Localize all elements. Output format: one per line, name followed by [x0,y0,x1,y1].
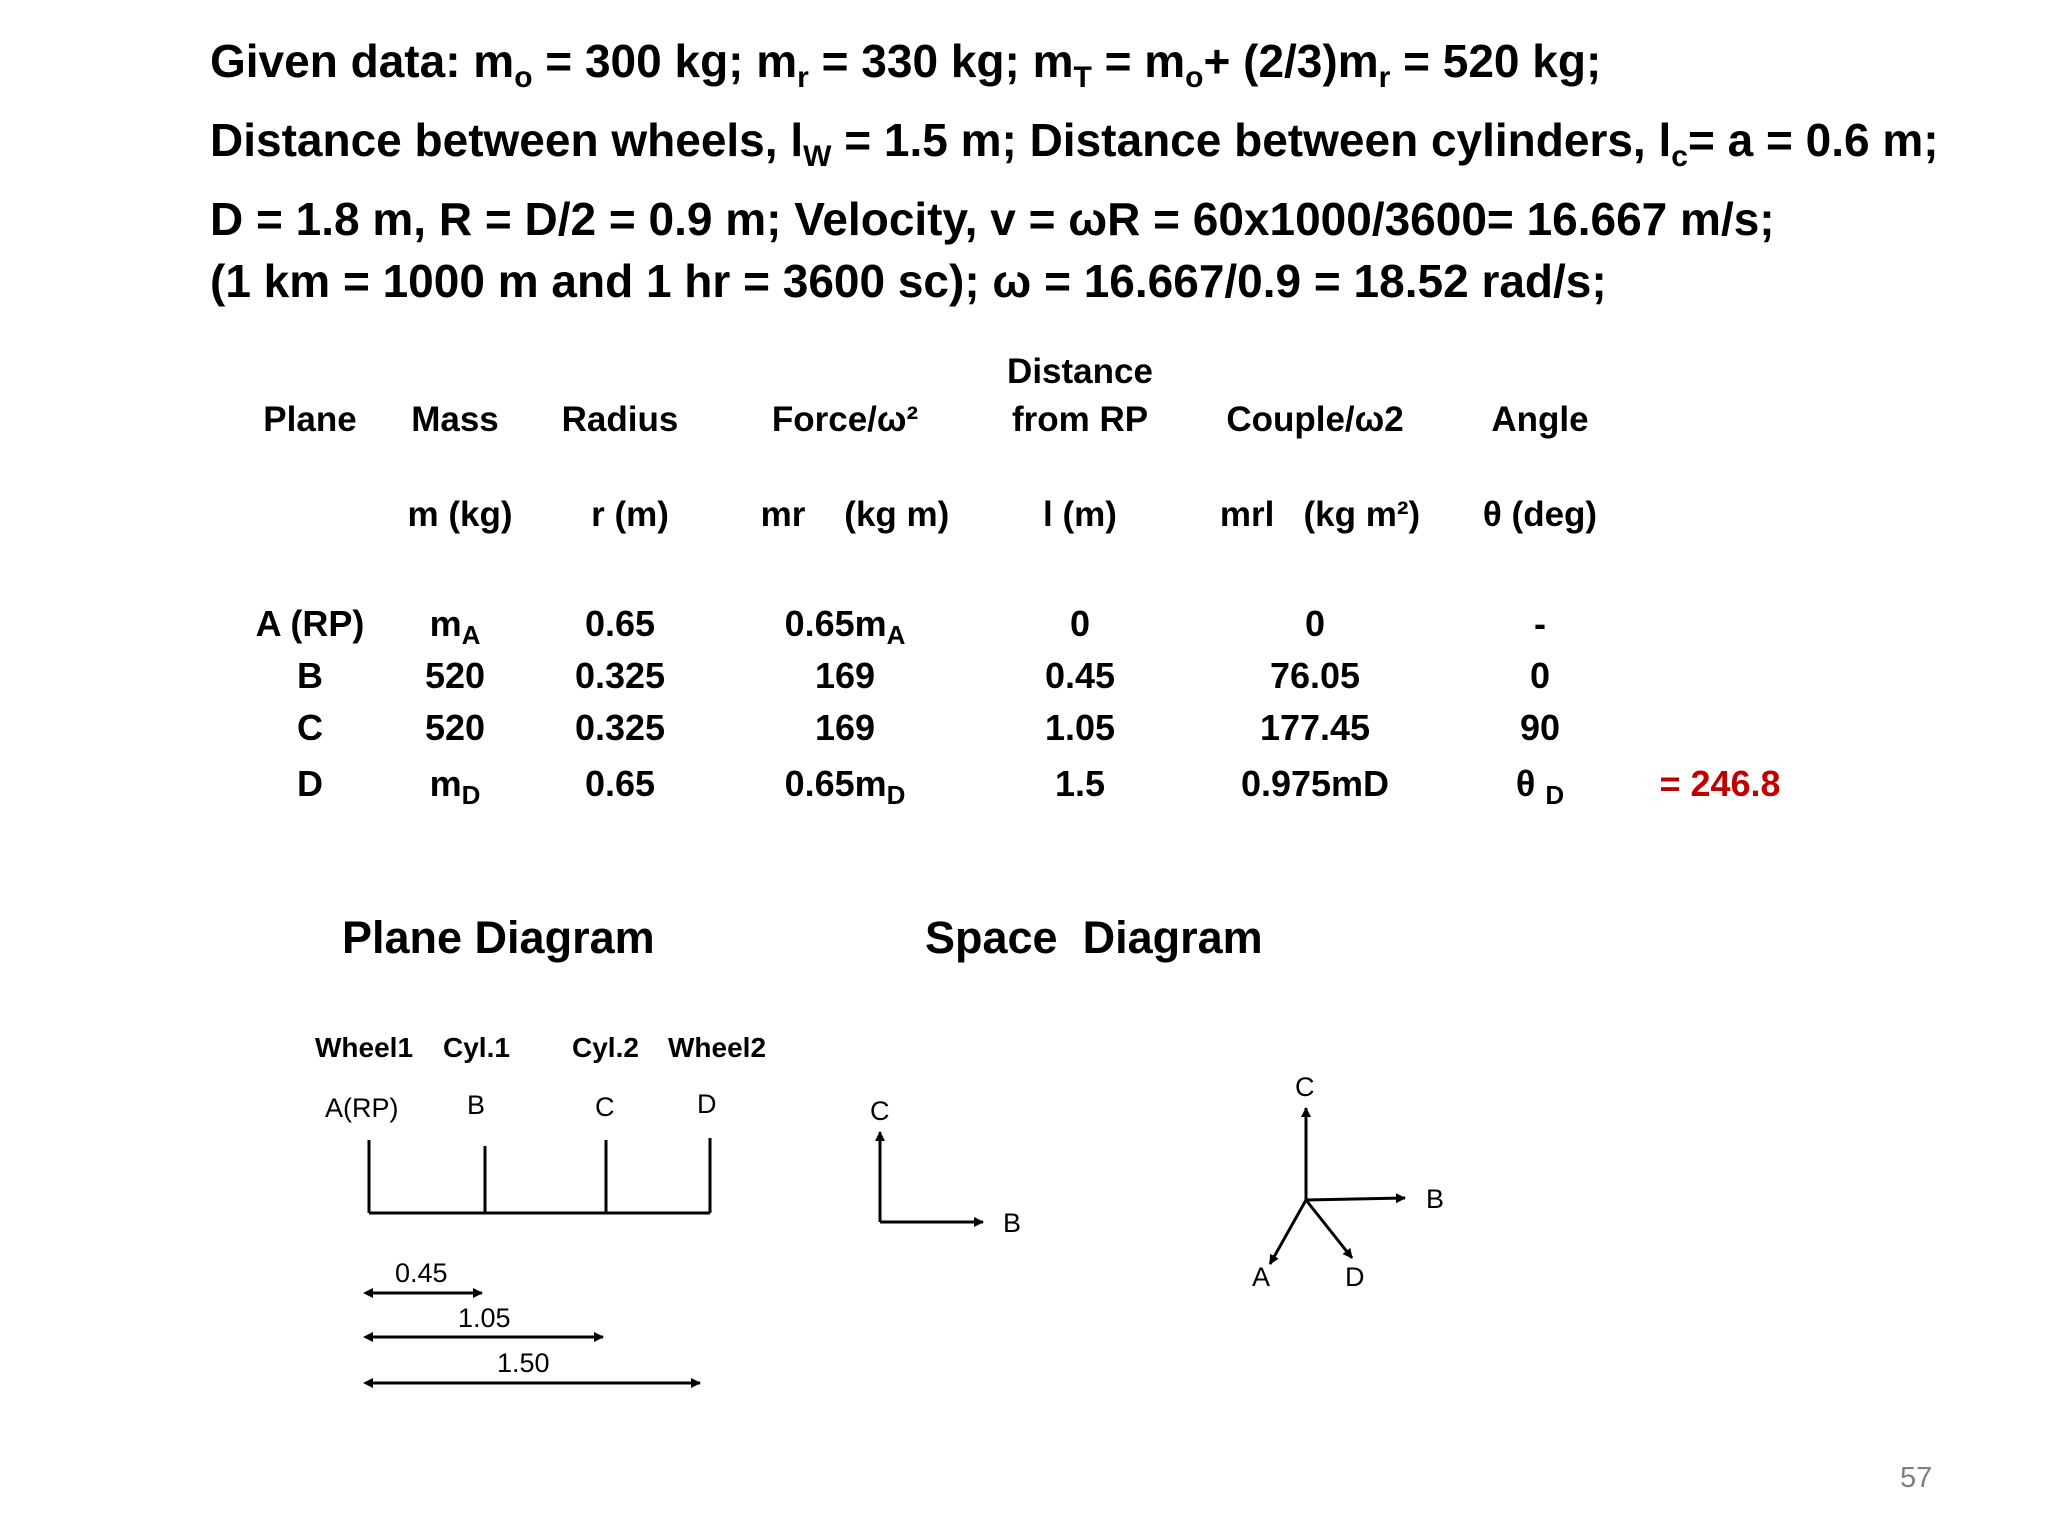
space-diagram-left [870,1096,1021,1238]
row-b-angle: 0 [1529,655,1551,696]
space-diagram-title: Space Diagram [925,912,1263,963]
row-b-radius: 0.325 [574,655,666,696]
label-cyl1: Cyl.1 [443,1032,510,1063]
row-b-force: 169 [814,655,876,696]
plane-diagram-title: Plane Diagram [342,912,655,963]
vector-label-c-right: C [1295,1072,1315,1102]
row-c-mass: 520 [424,707,486,748]
row-c-force: 169 [814,707,876,748]
row-b-distance: 0.45 [1044,655,1116,696]
given-line-2: Distance between wheels, $l_W = 1.5$ m; Distance between cylinders, $l_c= a = 0.6$ m; [210,114,1939,174]
row-d-mass: $m_D$ [429,763,481,811]
row-d-distance: 1.5 [1054,763,1106,804]
plane-label-d: D [697,1089,717,1119]
row-a-couple: 0 [1304,603,1326,644]
row-d-plane: D [297,763,323,804]
header-angle: Angle [1491,400,1589,439]
unit-radius: r (m) [591,495,669,534]
given-line-3: D = 1.8 m, R = D/2 = 0.9 m; Velocity, v = ωR = 60x1000/3600= 16.667 m/s; [210,193,1775,246]
header-force: Force/ω² [771,400,919,439]
row-d-radius: 0.65 [584,763,656,804]
row-a-plane: A (RP) [255,603,365,644]
vector-label-c-left: C [870,1096,890,1126]
vector-label-b-right: B [1426,1184,1445,1214]
plane-label-b: B [467,1090,486,1120]
vector-b-right [1306,1198,1405,1200]
row-a-radius: 0.65 [584,603,656,644]
label-cyl2: Cyl.2 [572,1032,639,1063]
label-wheel2: Wheel2 [668,1032,767,1063]
row-b-mass: 520 [424,655,486,696]
header-plane: Plane [263,400,357,439]
row-b-plane: B [297,655,323,696]
row-a-force: $0.65m_A$ [784,603,906,651]
space-diagram-right [1252,1072,1444,1292]
vector-label-d-right: D [1345,1262,1365,1292]
plane-label-a: A(RP) [325,1093,399,1123]
given-line-1: Given data: $m_o = 300$ kg; $m_r = 330$ kg; $m_T = m_o+ (2/3)m_r = 520$ kg; [210,35,1602,95]
row-a-angle: - [1534,603,1546,644]
row-c-couple: 177.45 [1259,707,1371,748]
row-c-distance: 1.05 [1044,707,1116,748]
row-b-couple: 76.05 [1269,655,1361,696]
given-line-4: (1 km = 1000 m and 1 hr = 3600 sc); ω = 16.667/0.9 = 18.52 rad/s; [210,255,1607,308]
row-a-mass: $m_A$ [429,603,481,651]
dim-label-105: 1.05 [458,1303,511,1333]
vector-d-right [1306,1200,1352,1258]
plane-diagram [315,1032,766,1383]
plane-label-c: C [595,1092,615,1122]
vector-label-a-right: A [1252,1262,1271,1292]
dim-label-150: 1.50 [497,1348,550,1378]
unit-angle: θ (deg) [1482,495,1598,534]
row-d-couple: 0.975mD [1240,763,1390,804]
header-distance-line2: from RP [1011,400,1149,439]
row-c-radius: 0.325 [574,707,666,748]
vector-a-right [1270,1200,1306,1264]
result-angle-d: = 246.8 [1659,763,1781,804]
unit-mass: m (kg) [407,495,513,534]
label-wheel1: Wheel1 [315,1032,414,1063]
unit-force: mr (kg m) [760,495,950,534]
header-couple: Couple/ω2 [1226,400,1404,439]
header-radius: Radius [561,400,679,439]
vector-label-b-left: B [1003,1208,1022,1238]
row-d-force: $0.65m_D$ [784,763,906,811]
header-distance-line1: Distance [1007,352,1153,391]
unit-distance: l (m) [1043,495,1117,534]
row-d-angle: θ $_D$ [1515,763,1565,811]
page-number: 57 [1900,1462,1933,1494]
header-mass: Mass [411,400,499,439]
row-c-plane: C [297,707,323,748]
dim-label-045: 0.45 [395,1258,448,1288]
unit-couple: mrl (kg m²) [1219,495,1421,534]
row-c-angle: 90 [1519,707,1561,748]
row-a-distance: 0 [1069,603,1091,644]
